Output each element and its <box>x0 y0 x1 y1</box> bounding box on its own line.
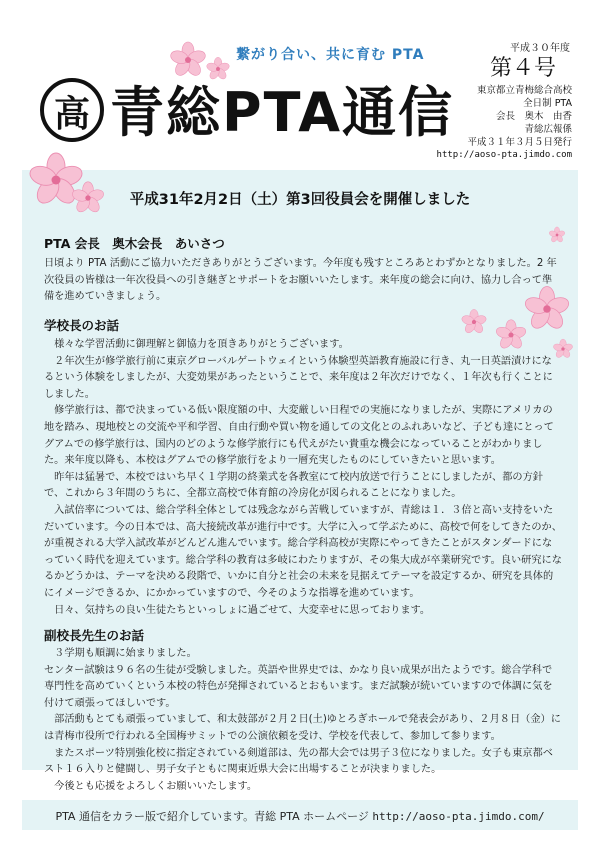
issue-number: 第４号 <box>489 56 556 81</box>
paragraph: 部活動もとても頑張っていまして、和太鼓部が２月２日(土)ゆとろぎホールで発表会があり、２月８日（金）には青梅市役所で行われる全国梅サミットでの公演依頼を受け、学校を代表して、参加して参ります。 <box>44 714 561 742</box>
meeting-headline: 平成31年2月2日（土）第3回役員会を開催しました <box>129 192 471 208</box>
pr-committee: 青総広報係 <box>524 124 572 135</box>
paragraph: 様々な学習活動に御理解と御協力を頂きありがとうございます。 <box>44 339 349 350</box>
footer-url-link[interactable]: http://aoso-pta.jimdo.com/ <box>372 810 545 823</box>
header-url-link[interactable]: http://aoso-pta.jimdo.com <box>436 150 572 160</box>
cherry-blossom-icon <box>168 40 208 80</box>
school-name: 東京都立青梅総合高校 <box>476 85 572 96</box>
cherry-blossom-icon <box>552 338 574 360</box>
paragraph: ３学期も順調に始まりました。 <box>44 648 197 659</box>
paragraph: 日々、気持ちの良い生徒たちといっしょに過ごせて、大変幸せに思っております。 <box>44 604 431 616</box>
paragraph: 日頃より PTA 活動にご協力いただきありがとうございます。今年度も残すところあとわずかとなりました。2 年次役員の皆様は一年次役員への引き継ぎとサポートをお願いいたします。来年度の総会に向け、協力し合って準備を進めていきましょう。 <box>44 258 557 303</box>
section-title-vice-principal: 副校長先生のお話 <box>44 628 145 643</box>
cherry-blossom-icon <box>460 308 488 336</box>
footer-note <box>0 808 600 824</box>
logo-kanji: 高 <box>53 94 90 135</box>
section-title-chair-greeting: PTA 会長 奥木会長 あいさつ <box>44 236 225 251</box>
paragraph: センター試験は９６名の生徒が受験しました。英語や世界史では、かなり良い成果が出たようです。総合学科で専門性を高めていくという本校の特色が発揮されているとおもいます。まだ試験が続いていますので体調に気を付けて頑張ってほしいです。 <box>44 664 553 709</box>
section-title-principal: 学校長のお話 <box>44 318 120 333</box>
issue-date: 平成３１年３月５日発行 <box>467 137 572 148</box>
cherry-blossom-icon <box>205 56 231 82</box>
paragraph: 今後とも応援をよろしくお願いいたします。 <box>44 780 258 792</box>
newsletter-title: 青総PTA通信 <box>110 81 455 144</box>
cherry-blossom-icon <box>494 318 528 352</box>
paragraph: またスポーツ特別強化校に指定されている剣道部は、先の都大会では男子３位になりました。女子も東京都ベスト１６入りと健闘し、男子女子ともに関東近県大会に出場することが決まりました。 <box>44 747 553 776</box>
cherry-blossom-icon <box>70 180 106 216</box>
fiscal-year: 平成３０年度 <box>510 43 570 54</box>
paragraph: 入試倍率については、総合学科全体としては残念ながら苦戦していますが、青総は１．３倍と高い支持をいただいています。今の日本では、高大接続改革が進行中です。大学に入って学ぶために、高校で何をしてきたのか、が重視される大学入試改革がどんどん進んでいます。総合学科高校が実際にやってきたことがスタンダードになっていく時代を迎えています。総合学科の教育は多岐にわたりますが、その集大成が卒業研究です。良い研究になるかどうかは、テーマを決める段階で、いかに自分と社会の未来を見据えてテーマを設定するか、研究を具体的にイメージできるか、にかかっていますので、今そのような指導を進めています。 <box>44 504 562 599</box>
paragraph: 修学旅行は、都で決まっている低い限度額の中、大変厳しい日程での実施になりましたが、実際にアメリカの地を踏み、現地校との交流や平和学習、自由行動や買い物を通しての文化とのふれあいなど、子ども達にとってグアムでの修学旅行は、国内のどのような修学旅行にも代えがたい貴重な機会になっていることがわかりました。来年度以降も、本校はグアムでの修学旅行をより一層充実したものにしていきたいと思います。 <box>44 405 554 467</box>
paragraph: 昨年は猛暑で、本校ではいち早く１学期の終業式を各教室にて校内放送で行うことにしましたが、都の方針で、これから３年間のうちに、全都立高校で体育館の冷房化が図られることになりました。 <box>44 471 543 500</box>
footer-text: PTA 通信をカラー版で紹介しています。青総 PTA ホームページ <box>55 810 369 823</box>
section-body-vice-principal <box>44 646 562 795</box>
slogan: 繋がり合い、共に育む PTA <box>236 47 425 63</box>
course-name: 全日制 PTA <box>523 98 572 109</box>
section-body-principal <box>44 337 562 619</box>
cherry-blossom-icon <box>548 226 566 244</box>
section-body-chair-greeting <box>44 256 562 306</box>
paragraph: ２年次生が修学旅行前に東京グローバルゲートウェイという体験型英語教育施設に行き、丸一日英語漬けになるという体験をしましたが、大変効果があったということで、来年度は２年次だけでなく、１年次も行くことにしました。 <box>44 355 553 400</box>
cherry-blossom-icon <box>522 284 572 334</box>
chair-name: 会長 奥木 由香 <box>495 111 572 122</box>
